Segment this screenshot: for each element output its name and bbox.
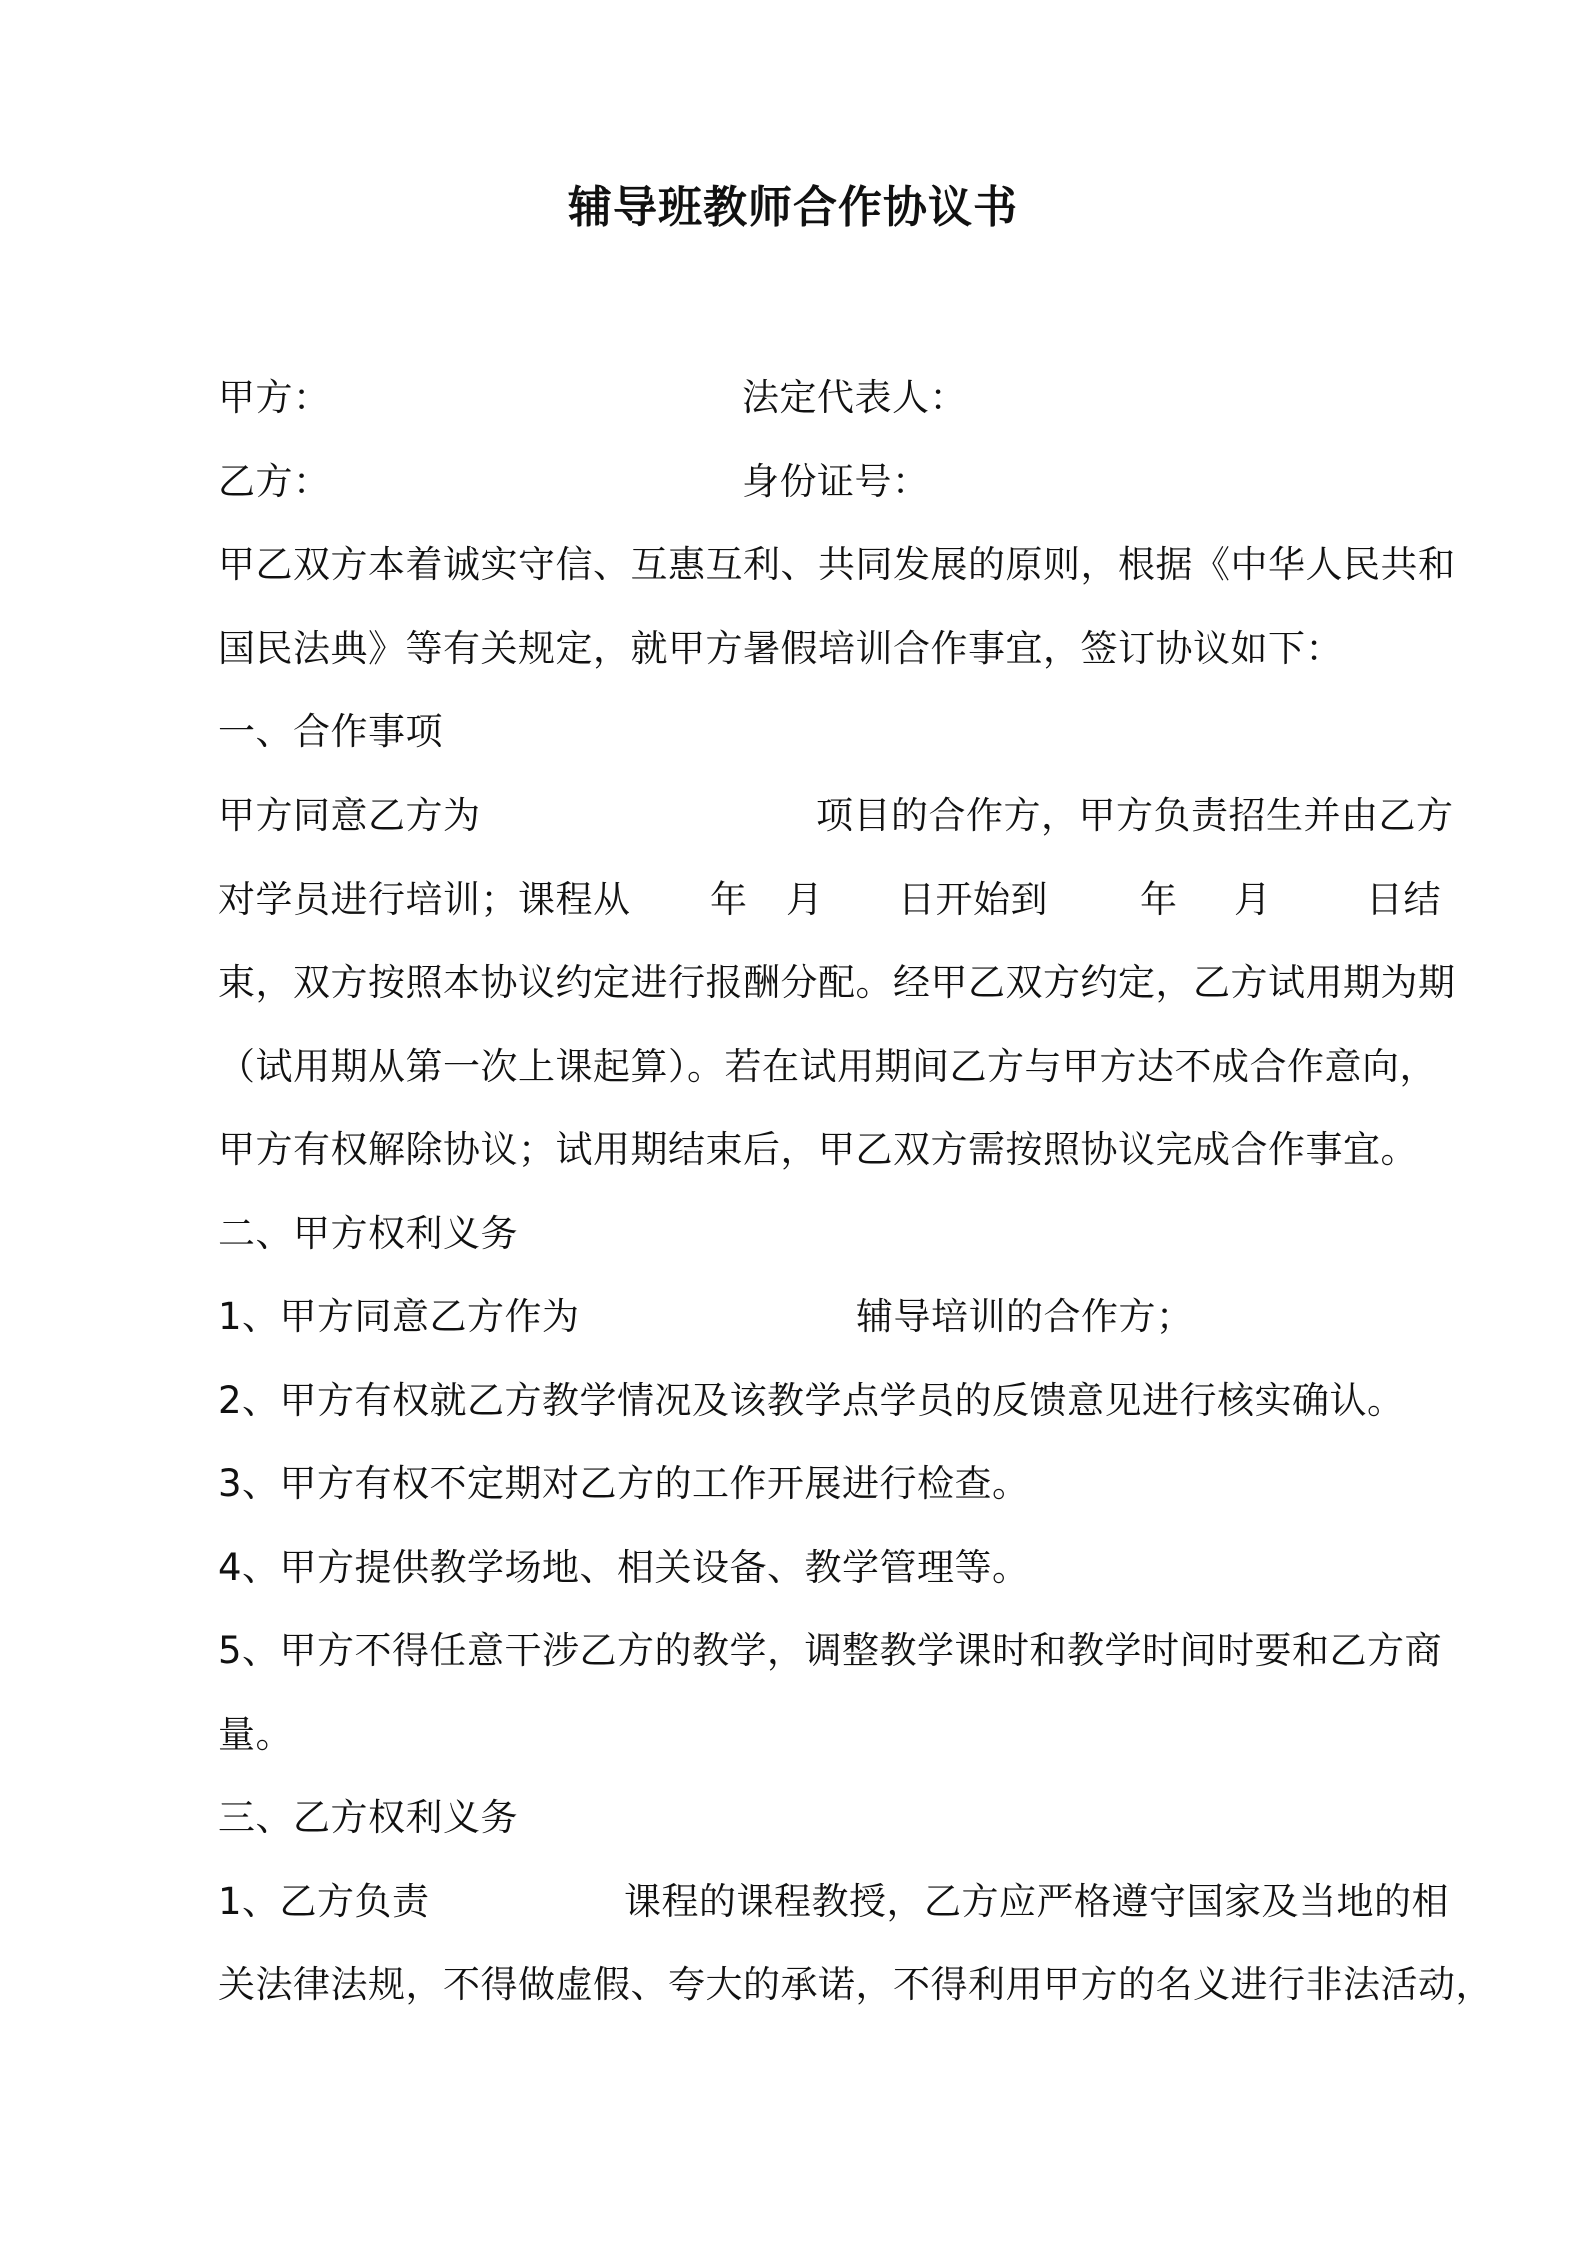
section2-item5-line2: 量。: [218, 1713, 293, 1756]
document-title: 辅导班教师合作协议书: [568, 182, 1018, 233]
section3-item1-line2: 关法律法规，不得做虚假、夸大的承诺，不得利用甲方的名义进行非法活动，: [218, 1963, 1493, 2006]
id-number-label: 身份证号：: [742, 460, 930, 503]
section1-day2: 日结: [1366, 878, 1441, 921]
section2-heading: 二、甲方权利义务: [218, 1212, 518, 1255]
section1-year1: 年: [710, 878, 748, 921]
intro-line-2: 国民法典》等有关规定，就甲方暑假培训合作事宜，签订协议如下：: [218, 627, 1343, 670]
section1-line2-a: 对学员进行培训；课程从: [218, 878, 631, 921]
section1-day1: 日开始到: [898, 878, 1048, 921]
section2-item5-line1: 5、甲方不得任意干涉乙方的教学，调整教学课时和教学时间时要和乙方商: [218, 1629, 1443, 1672]
section3-heading: 三、乙方权利义务: [218, 1796, 518, 1839]
legal-rep-label: 法定代表人：: [742, 376, 967, 419]
section1-line4: （试用期从第一次上课起算）。若在试用期间乙方与甲方达不成合作意向，: [218, 1045, 1437, 1088]
section1-heading: 一、合作事项: [218, 710, 443, 753]
party-a-label: 甲方：: [218, 376, 331, 419]
section1-month1: 月: [786, 878, 824, 921]
section1-line1-a: 甲方同意乙方为: [218, 794, 481, 837]
section2-item2: 2、甲方有权就乙方教学情况及该教学点学员的反馈意见进行核实确认。: [218, 1379, 1405, 1422]
section1-month2: 月: [1234, 878, 1272, 921]
section1-line3: 束，双方按照本协议约定进行报酬分配。经甲乙双方约定，乙方试用期为期: [218, 961, 1456, 1004]
section2-item4: 4、甲方提供教学场地、相关设备、教学管理等。: [218, 1546, 1030, 1589]
intro-line-1: 甲乙双方本着诚实守信、互惠互利、共同发展的原则，根据《中华人民共和: [218, 543, 1456, 586]
party-b-label: 乙方：: [218, 460, 331, 503]
section2-item3: 3、甲方有权不定期对乙方的工作开展进行检查。: [218, 1462, 1030, 1505]
section1-line5: 甲方有权解除协议；试用期结束后，甲乙双方需按照协议完成合作事宜。: [218, 1128, 1418, 1171]
section1-line1-b: 项目的合作方，甲方负责招生并由乙方: [816, 794, 1454, 837]
section3-item1-b: 课程的课程教授，乙方应严格遵守国家及当地的相: [624, 1880, 1449, 1923]
section1-year2: 年: [1140, 878, 1178, 921]
section2-item1-b: 辅导培训的合作方；: [856, 1295, 1194, 1338]
section2-item1-a: 1、甲方同意乙方作为: [218, 1295, 580, 1338]
section3-item1-a: 1、乙方负责: [218, 1880, 430, 1923]
